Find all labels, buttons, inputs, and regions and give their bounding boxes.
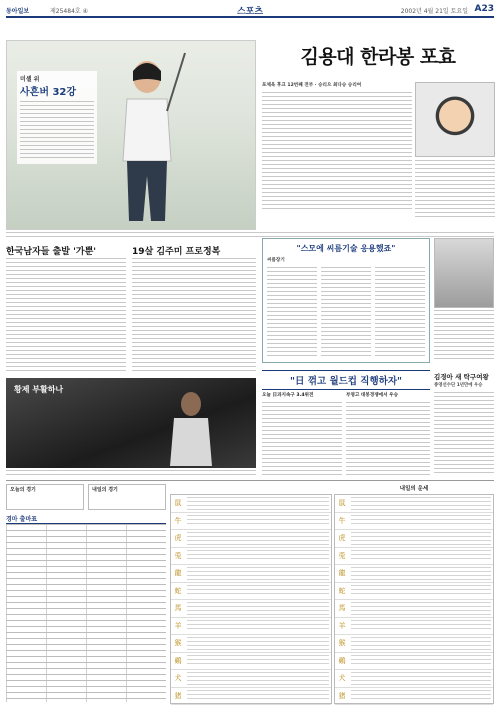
sumo-article — [262, 238, 430, 363]
golf-photo — [6, 40, 256, 230]
issue-date: 2002년 4월 21일 토요일 — [400, 8, 468, 15]
main-article-text — [262, 92, 412, 212]
zodiac-icon: 猪 — [338, 691, 346, 700]
sumo-headline: "스모에 씨름기술 응용했죠" — [296, 244, 396, 253]
fortune-row — [171, 600, 331, 618]
fortune-text — [187, 602, 329, 615]
pingpong-text — [434, 392, 494, 476]
golf-caption — [6, 232, 494, 237]
fortune-row — [335, 513, 493, 531]
race-table-title: 경마 출마표 — [6, 514, 166, 524]
tiger-photo — [6, 378, 256, 468]
fortune-row — [335, 548, 493, 566]
paper-name: 동아일보 — [6, 8, 30, 15]
zodiac-icon: 犬 — [174, 674, 182, 682]
golf-label — [17, 71, 97, 164]
fortune-panel-2 — [334, 494, 494, 704]
fortune-row — [171, 495, 331, 513]
golf-player-name: 미셸 위 — [20, 76, 40, 83]
side-portrait-photo — [434, 238, 494, 308]
tiger-illustration — [156, 386, 226, 466]
zodiac-icon: 犬 — [338, 674, 346, 682]
pingpong-subhead: 종영선수단 1년만에 우승 — [434, 383, 483, 388]
fortune-text — [351, 602, 491, 615]
fortune-text — [351, 550, 491, 563]
col2-text — [132, 258, 256, 374]
fortune-row — [171, 530, 331, 548]
fortune-text — [351, 620, 491, 633]
zodiac-icon: 羊 — [174, 621, 182, 630]
worldcup-text-1 — [262, 402, 342, 476]
fortune-text — [351, 690, 491, 703]
fortune-row — [335, 653, 493, 671]
fortune-row — [335, 495, 493, 513]
fortune-text — [187, 515, 329, 528]
fortune-row — [335, 583, 493, 601]
today-schedule-title: 오늘의 경기 — [10, 487, 36, 493]
fortune-text — [351, 497, 491, 510]
fortune-text — [187, 620, 329, 633]
tomorrow-schedule — [88, 484, 166, 510]
fortune-text — [351, 655, 491, 668]
zodiac-icon: 蛇 — [338, 586, 346, 595]
fortune-text — [351, 672, 491, 685]
zodiac-icon: 龍 — [338, 569, 346, 577]
fortune-row — [171, 548, 331, 566]
zodiac-icon: 鷄 — [174, 656, 182, 665]
fortune-row — [171, 618, 331, 636]
sumo-text-col3 — [375, 267, 425, 358]
fortune-text — [187, 532, 329, 545]
tomorrow-schedule-title: 내일의 경기 — [92, 487, 118, 493]
fortune-text — [351, 532, 491, 545]
page-number: A23 — [474, 4, 494, 14]
zodiac-icon: 鷄 — [338, 656, 346, 665]
fortune-text — [351, 585, 491, 598]
fortune-panel-1 — [170, 494, 332, 704]
fortune-text — [187, 550, 329, 563]
col2-headline: 19살 김주미 프로정복 — [132, 247, 221, 257]
pingpong-headline: 김경아 새 탁구여왕 — [434, 373, 489, 381]
tiger-caption — [6, 470, 256, 475]
fortune-text — [351, 567, 491, 580]
fortune-row — [335, 530, 493, 548]
worldcup-subhead-2: 부영고 대봉경쟁에서 우승 — [346, 393, 399, 398]
sumo-subhead: 씨름장기 — [267, 258, 285, 263]
fortune-text — [187, 497, 329, 510]
fortune-text — [351, 637, 491, 650]
zodiac-icon: 兎 — [174, 551, 182, 560]
fortune-row — [335, 600, 493, 618]
fortune-row — [335, 670, 493, 688]
sumo-text-col2 — [321, 267, 371, 358]
bottom-section — [6, 484, 494, 704]
zodiac-icon: 虎 — [174, 534, 182, 542]
sumo-text-col1 — [267, 267, 317, 358]
fortune-row — [335, 565, 493, 583]
worldcup-headline: "日 꺾고 월드컵 직행하자" — [262, 370, 430, 390]
zodiac-icon: 鼠 — [338, 499, 346, 507]
side-text — [434, 310, 494, 360]
fortune-title-2: 내일의 운세 — [399, 486, 429, 492]
fortune-row — [335, 688, 493, 706]
golfer-illustration — [107, 51, 187, 226]
fortune-row — [171, 653, 331, 671]
zodiac-icon: 猴 — [338, 639, 346, 647]
main-headline: 김용대 한라봉 포효 — [300, 46, 456, 68]
zodiac-icon: 兎 — [338, 551, 346, 560]
fortune-row — [335, 635, 493, 653]
section-title: 스포츠 — [236, 7, 264, 17]
fortune-text — [351, 515, 491, 528]
zodiac-icon: 馬 — [174, 604, 182, 612]
fortune-row — [171, 565, 331, 583]
worldcup-subhead-1: 오늘 日과지속구 3.4위전 — [262, 393, 314, 398]
golf-subtitle: 사흔버 32강 — [20, 87, 77, 98]
fortune-text — [187, 637, 329, 650]
golf-text — [20, 101, 94, 161]
race-table — [6, 524, 166, 702]
issue-number: 제25484호 ④ — [50, 8, 88, 15]
main-subhead: 포체육 후크 12번째 전부 · 승리으 최다승 승리여 — [262, 83, 362, 88]
fortune-row — [335, 618, 493, 636]
zodiac-icon: 羊 — [338, 621, 346, 630]
section-divider — [6, 480, 494, 481]
zodiac-icon: 鼠 — [174, 499, 182, 507]
fortune-row — [171, 513, 331, 531]
zodiac-icon: 虎 — [338, 534, 346, 542]
zodiac-icon: 馬 — [338, 604, 346, 612]
wrestler-photo — [415, 82, 495, 157]
zodiac-icon: 蛇 — [174, 586, 182, 595]
fortune-row — [171, 583, 331, 601]
col1-headline: 한국남자들 출발 '가뿐' — [6, 247, 97, 257]
zodiac-icon: 牛 — [174, 516, 182, 525]
zodiac-icon: 牛 — [338, 516, 346, 525]
fortune-row — [171, 688, 331, 706]
fortune-row — [171, 635, 331, 653]
fortune-text — [187, 585, 329, 598]
fortune-text — [187, 672, 329, 685]
tiger-headline: 황제 부활하나 — [14, 385, 64, 394]
wrestler-caption — [415, 160, 495, 220]
fortune-text — [187, 655, 329, 668]
fortune-text — [187, 567, 329, 580]
masthead — [6, 4, 494, 18]
zodiac-icon: 猴 — [174, 639, 182, 647]
zodiac-icon: 猪 — [174, 691, 182, 700]
zodiac-icon: 龍 — [174, 569, 182, 577]
fortune-row — [171, 670, 331, 688]
col1-text — [6, 258, 126, 374]
fortune-text — [187, 690, 329, 703]
today-schedule — [6, 484, 84, 510]
worldcup-text-2 — [346, 402, 430, 476]
